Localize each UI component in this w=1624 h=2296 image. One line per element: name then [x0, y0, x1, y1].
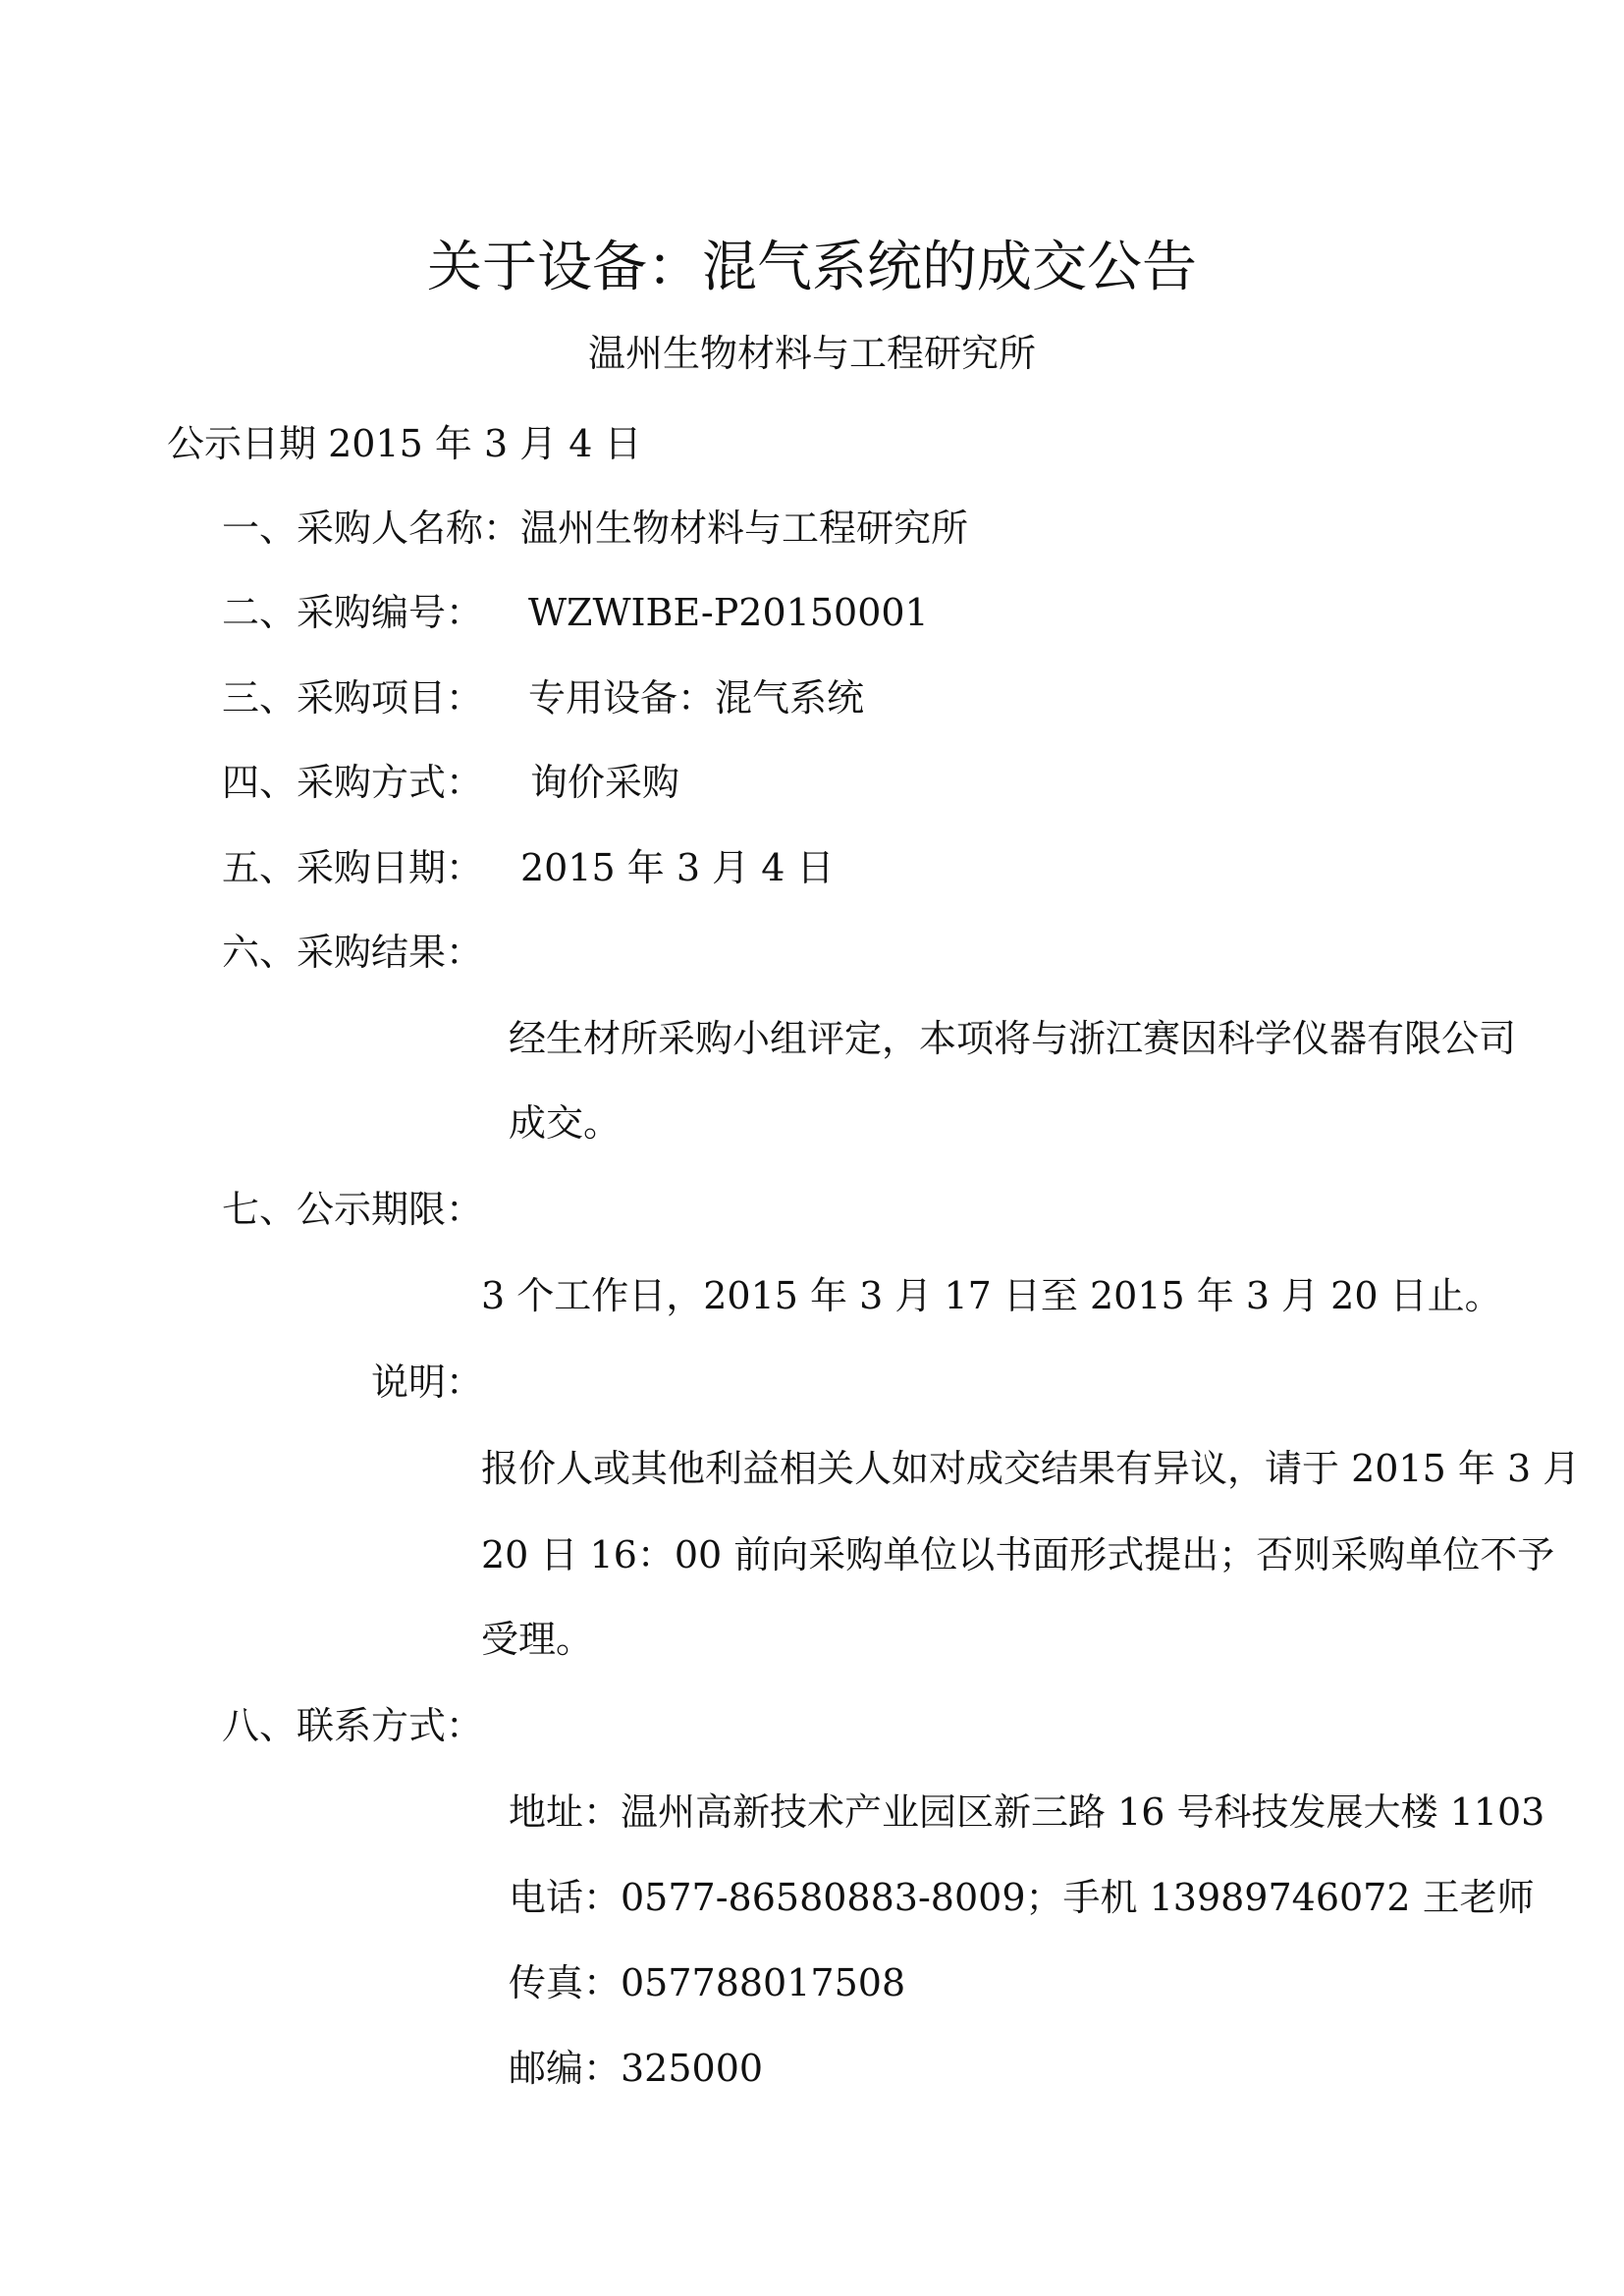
result-line: 成交。: [509, 1101, 622, 1145]
result-line: 经生材所采购小组评定，本项将与浙江赛因科学仪器有限公司: [509, 1017, 1517, 1060]
method-value: 询价采购: [530, 761, 680, 804]
document-title: 关于设备：混气系统的成交公告: [427, 236, 1197, 299]
date-label: 五、采购日期：: [222, 846, 484, 889]
contact-postcode: 邮编：325000: [509, 2047, 764, 2090]
organization-name: 温州生物材料与工程研究所: [587, 332, 1036, 375]
contact-fax: 传真：057788017508: [509, 1961, 906, 2004]
period-value: 3 个工作日，2015 年 3 月 17 日至 2015 年 3 月 20 日止。: [481, 1274, 1502, 1317]
note-label: 说明：: [371, 1361, 484, 1404]
note-line: 20 日 16：00 前向采购单位以书面形式提出；否则采购单位不予: [481, 1533, 1555, 1576]
date-value: 2015 年 3 月 4 日: [520, 846, 835, 889]
project-label: 三、采购项目：: [222, 676, 484, 720]
contact-phone: 电话：0577-86580883-8009；手机 13989746072 王老师: [509, 1876, 1535, 1919]
number-label: 二、采购编号：: [222, 591, 484, 634]
note-line: 报价人或其他利益相关人如对成交结果有异议，请于 2015 年 3 月: [481, 1447, 1581, 1490]
project-value: 专用设备：混气系统: [528, 676, 865, 720]
buyer-label: 一、采购人名称：: [222, 507, 521, 550]
publish-date: 公示日期 2015 年 3 月 4 日: [167, 422, 642, 465]
contact-address: 地址：温州高新技术产业园区新三路 16 号科技发展大楼 1103: [509, 1790, 1545, 1834]
contact-label: 八、联系方式：: [222, 1704, 484, 1747]
result-label: 六、采购结果：: [222, 931, 484, 974]
number-value: WZWIBE-P20150001: [528, 591, 929, 634]
period-label: 七、公示期限：: [222, 1188, 484, 1231]
method-label: 四、采购方式：: [222, 761, 484, 804]
buyer-value: 温州生物材料与工程研究所: [520, 507, 969, 550]
note-line: 受理。: [481, 1618, 594, 1661]
